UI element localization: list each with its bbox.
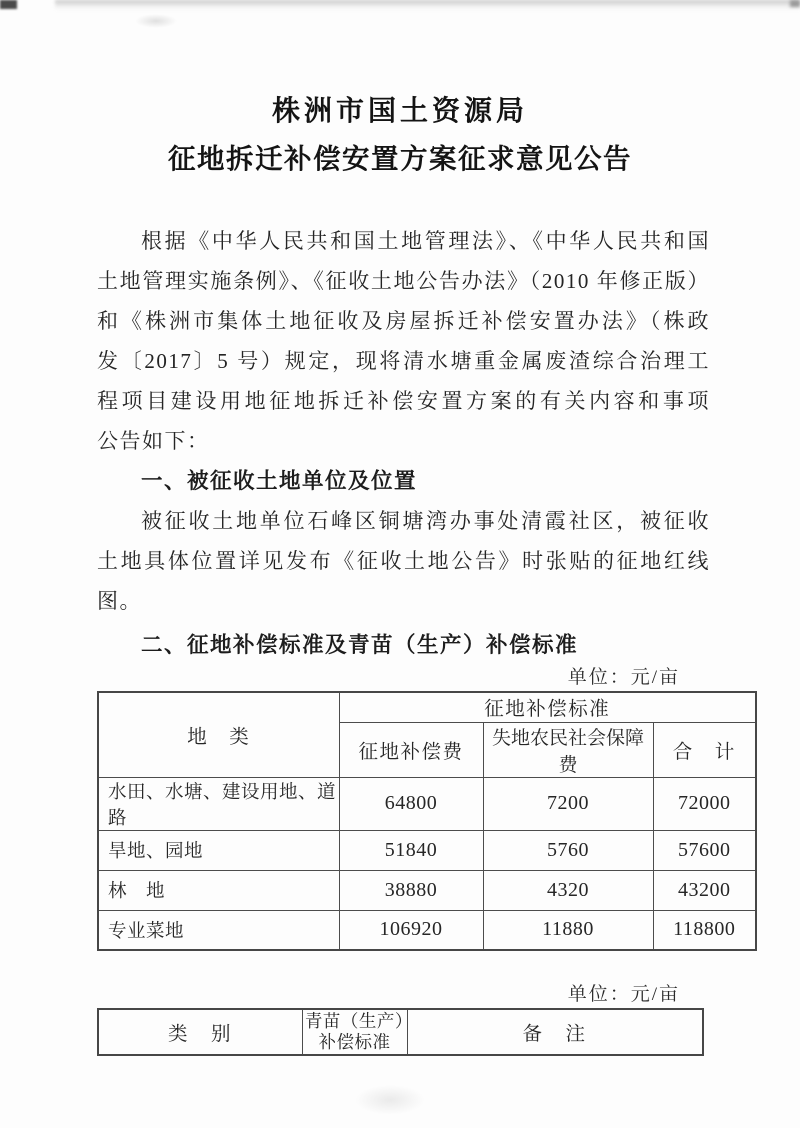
- land-type-cell: 专业菜地: [98, 910, 339, 950]
- category-header-cell: 类 别: [98, 1009, 302, 1055]
- table-row: [98, 830, 756, 870]
- page-title-line-2: 征地拆迁补偿安置方案征求意见公告: [168, 143, 632, 174]
- intro-line: 和《株洲市集体土地征收及房屋拆迁补偿安置办法》（株政: [97, 309, 710, 333]
- table-row: [98, 910, 756, 950]
- group-header-cell: 征地补偿标准: [339, 692, 756, 722]
- section-1-line: 图。: [97, 589, 142, 613]
- intro-line: 土地管理实施条例》、《征收土地公告办法》（2010 年修正版）: [97, 269, 710, 293]
- total-cell: 43200: [653, 870, 756, 910]
- total-cell: 72000: [653, 777, 756, 830]
- fee-cell: 64800: [339, 777, 483, 830]
- section-1-heading: 一、被征收土地单位及位置: [141, 469, 418, 493]
- social-security-header-cell: 失地农民社会保障费: [483, 722, 653, 777]
- fee-cell: 38880: [339, 870, 483, 910]
- unit-label-table-2: 单位：元/亩: [567, 984, 680, 1005]
- intro-line: 程项目建设用地征地拆迁补偿安置方案的有关内容和事项: [97, 389, 710, 413]
- total-cell: 118800: [653, 910, 756, 950]
- intro-line: 公告如下：: [97, 429, 210, 453]
- fee-header-cell: 征地补偿费: [339, 722, 483, 777]
- social-security-cell: 4320: [483, 870, 653, 910]
- fee-cell: 51840: [339, 830, 483, 870]
- social-security-cell: 7200: [483, 777, 653, 830]
- seedling-compensation-table: [97, 1008, 704, 1056]
- scan-artifact-smudge: [355, 1085, 425, 1115]
- scan-artifact-corner-mark: [0, 0, 17, 9]
- land-type-cell: 林 地: [98, 870, 339, 910]
- standard-header-cell: 青苗（生产）补偿标准: [302, 1009, 407, 1055]
- land-type-header-cell: 地 类: [98, 692, 339, 777]
- total-cell: 57600: [653, 830, 756, 870]
- section-1-line: 土地具体位置详见发布《征收土地公告》时张贴的征地红线: [97, 549, 710, 573]
- scan-artifact-smudge: [790, 0, 800, 7]
- page-title-line-1: 株洲市国土资源局: [271, 96, 528, 127]
- intro-line: 发〔2017〕5 号）规定，现将清水塘重金属废渣综合治理工: [97, 349, 710, 373]
- scan-artifact-top-band: [55, 0, 800, 10]
- land-type-cell: 水田、水塘、建设用地、道路: [98, 777, 339, 830]
- section-1-line: 被征收土地单位石峰区铜塘湾办事处清霞社区，被征收: [141, 509, 710, 533]
- section-2-heading: 二、征地补偿标准及青苗（生产）补偿标准: [141, 633, 579, 657]
- land-type-cell: 旱地、园地: [98, 830, 339, 870]
- social-security-cell: 11880: [483, 910, 653, 950]
- document-header: [0, 0, 800, 177]
- table-row: [98, 777, 756, 830]
- remark-header-cell: 备 注: [407, 1009, 703, 1055]
- intro-line: 根据《中华人民共和国土地管理法》、《中华人民共和国: [141, 229, 710, 253]
- fee-cell: 106920: [339, 910, 483, 950]
- scan-artifact-smudge: [135, 14, 177, 28]
- table-row: [98, 870, 756, 910]
- document-body: [97, 221, 710, 665]
- social-security-cell: 5760: [483, 830, 653, 870]
- unit-label-table-1: 单位：元/亩: [567, 667, 680, 688]
- land-compensation-table: [97, 691, 757, 951]
- total-header-cell: 合 计: [653, 722, 756, 777]
